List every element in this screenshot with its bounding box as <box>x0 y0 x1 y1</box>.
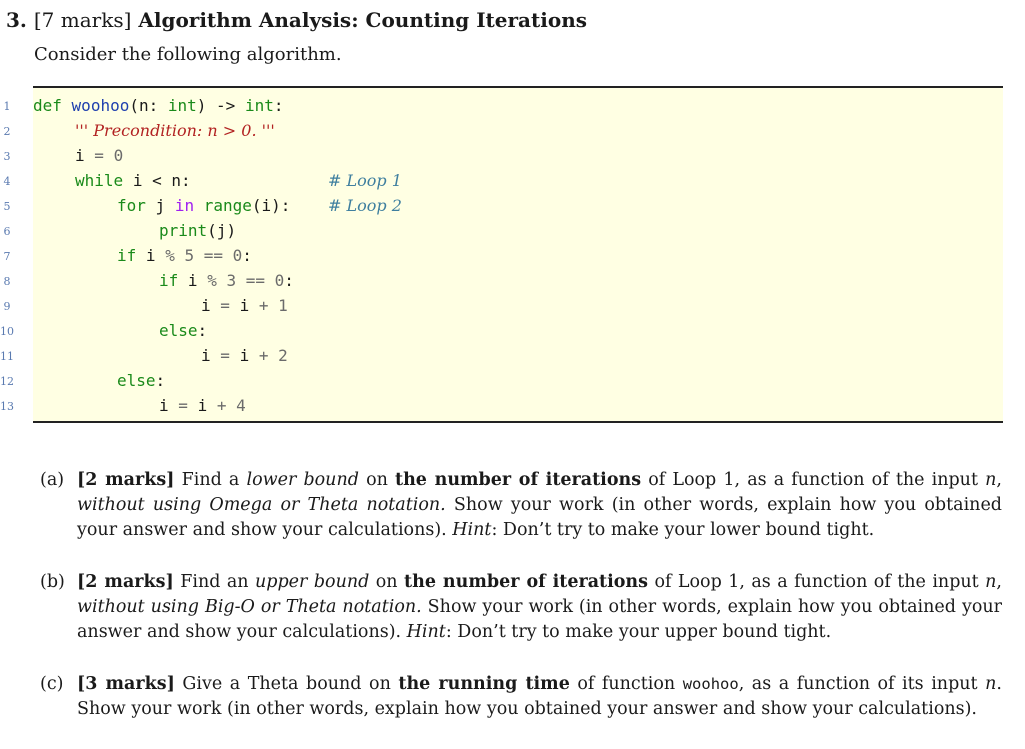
code-line-5: for j in range(i): <box>117 196 291 215</box>
code-line-13: i = i + 4 <box>159 396 246 415</box>
code-line-9: i = i + 1 <box>201 296 288 315</box>
loop-1-comment: # Loop 1 <box>328 171 402 190</box>
question-title: Algorithm Analysis: Counting Iterations <box>138 8 587 32</box>
code-listing <box>33 86 1003 423</box>
part-a-text: [2 marks] Find a lower bound on the number of iterations of Loop 1, as a function of the input n, without using Omega or Theta notation. Show your work (in other words, explain how you obtained your answer and show your calculations). Hint: Don’t try to make your lower bound tight. <box>77 470 1002 540</box>
code-line-3: i = 0 <box>75 146 124 165</box>
code-line-2: ''' Precondition: n > 0. ''' <box>75 121 275 140</box>
line-number: 8 <box>3 275 11 288</box>
code-line-12: else: <box>117 371 166 390</box>
part-a-label: (a) <box>40 470 65 490</box>
line-number: 9 <box>3 300 11 313</box>
line-number: 5 <box>3 200 11 213</box>
question-number: 3. <box>6 8 27 32</box>
code-line-10: else: <box>159 321 208 340</box>
part-c-label: (c) <box>40 674 64 694</box>
line-number: 11 <box>0 350 14 363</box>
line-number: 13 <box>0 400 14 413</box>
part-b-text: [2 marks] Find an upper bound on the number of iterations of Loop 1, as a function of the input n, without using Big-O or Theta notation. Show your work (in other words, explain how you obtained your answer and show your calculations). Hint: Don’t try to make your upper bound tight. <box>77 572 1002 642</box>
part-b-label: (b) <box>40 572 65 592</box>
question-intro: Consider the following algorithm. <box>34 44 342 65</box>
part-c-text: [3 marks] Give a Theta bound on the running time of function woohoo, as a function of its input n. Show your work (in other words, explain how you obtained your answer and show your calculations). <box>77 674 1002 719</box>
code-line-6: print(j) <box>159 221 237 240</box>
code-line-7: if i % 5 == 0: <box>117 246 252 265</box>
line-number: 10 <box>0 325 14 338</box>
question-heading <box>6 8 587 32</box>
question-marks: [7 marks] <box>33 8 132 32</box>
line-number: 2 <box>3 125 11 138</box>
part-a <box>40 468 1002 543</box>
line-number: 3 <box>3 150 11 163</box>
code-line-4: while i < n: <box>75 171 191 190</box>
code-line-1: def woohoo(n: int) -> int: <box>33 96 284 115</box>
line-number: 7 <box>3 250 11 263</box>
code-line-11: i = i + 2 <box>201 346 288 365</box>
code-line-8: if i % 3 == 0: <box>159 271 294 290</box>
line-number: 12 <box>0 375 14 388</box>
part-b <box>40 570 1002 645</box>
line-number: 4 <box>3 175 11 188</box>
part-c <box>40 672 1002 722</box>
loop-2-comment: # Loop 2 <box>328 196 402 215</box>
line-number: 6 <box>3 225 11 238</box>
line-number: 1 <box>3 100 11 113</box>
